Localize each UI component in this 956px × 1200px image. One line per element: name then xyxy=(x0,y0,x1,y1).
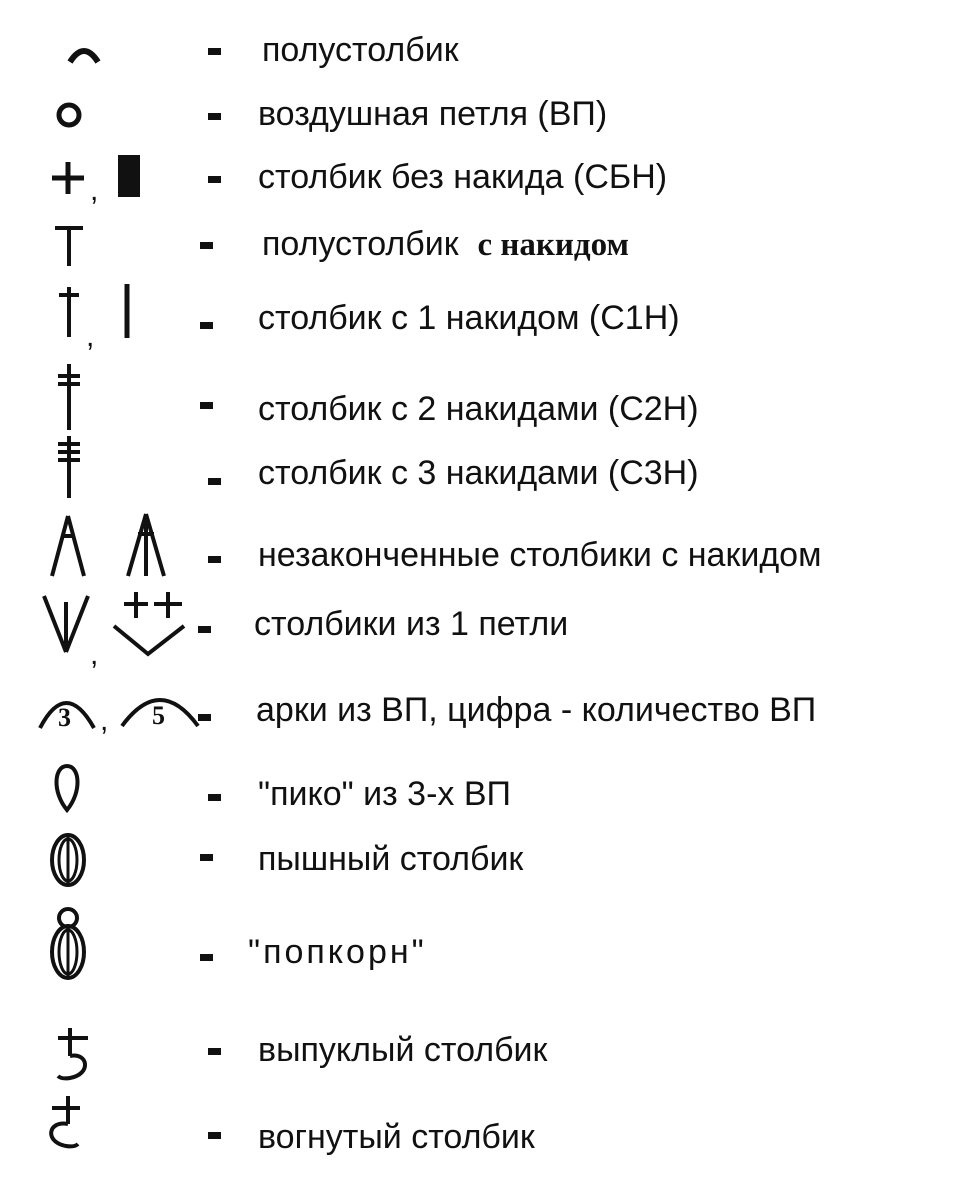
row-4-label-bold: с накидом xyxy=(477,227,629,263)
back-post-icon xyxy=(44,1094,84,1154)
dash-separator xyxy=(200,954,213,961)
chain-stitch-icon xyxy=(54,100,84,130)
dash-separator xyxy=(208,478,221,485)
picot-icon xyxy=(52,762,82,814)
arch-3-icon xyxy=(38,688,98,732)
treble-crochet-icon xyxy=(52,362,86,432)
row-12-label: пышный столбик xyxy=(258,840,524,878)
row-7-label: столбик с 3 накидами (С3Н) xyxy=(258,454,699,492)
dash-separator xyxy=(198,626,211,633)
half-double-crochet-t-icon xyxy=(52,224,86,268)
row-15-label: вогнутый столбик xyxy=(258,1118,535,1156)
row-5-label: столбик с 1 накидом (С1Н) xyxy=(258,299,680,337)
row-6-label: столбик с 2 накидами (С2Н) xyxy=(258,390,699,428)
row-11-label: "пико" из 3-х ВП xyxy=(258,775,511,813)
dash-separator xyxy=(208,556,221,563)
row-4-label xyxy=(262,224,629,265)
dash-separator xyxy=(208,1132,221,1139)
arch-5-number: 5 xyxy=(152,701,165,730)
row-10-label: арки из ВП, цифра - количество ВП xyxy=(256,691,817,729)
row-4-label-plain: полустолбик xyxy=(262,225,459,263)
row-1-label: полустолбик xyxy=(262,31,459,69)
row-13-label: "попкорн" xyxy=(248,933,427,971)
popcorn-stitch-icon xyxy=(48,906,88,982)
decrease-three-icon xyxy=(124,510,168,578)
comma-separator: , xyxy=(90,174,99,207)
dash-separator xyxy=(198,714,211,721)
front-post-icon xyxy=(54,1026,94,1082)
single-crochet-cross-icon xyxy=(48,158,88,198)
dash-separator xyxy=(208,1048,221,1055)
comma-separator: , xyxy=(86,320,95,353)
row-2-label: воздушная петля (ВП) xyxy=(258,95,608,133)
dash-separator xyxy=(208,48,221,55)
dash-separator xyxy=(208,794,221,801)
single-crochet-block-icon xyxy=(118,155,142,197)
half-double-crochet-icon xyxy=(64,40,104,66)
row-3-label: столбик без накида (СБН) xyxy=(258,158,668,196)
increase-plus-v-icon xyxy=(110,588,190,660)
double-treble-crochet-icon xyxy=(52,434,86,500)
decrease-two-icon xyxy=(48,512,88,578)
comma-separator: , xyxy=(90,638,99,671)
double-crochet-bar-icon xyxy=(122,282,132,340)
dash-separator xyxy=(200,402,213,409)
dash-separator xyxy=(208,176,221,183)
puff-stitch-icon xyxy=(48,830,88,888)
row-9-label: столбики из 1 петли xyxy=(254,605,569,643)
double-crochet-icon xyxy=(54,285,84,339)
row-8-label: незаконченные столбики с накидом xyxy=(258,536,822,574)
row-14-label: выпуклый столбик xyxy=(258,1031,548,1069)
dash-separator xyxy=(200,322,213,329)
arch-5-icon xyxy=(120,686,202,730)
dash-separator xyxy=(200,242,213,249)
increase-v-icon xyxy=(40,592,92,656)
dash-separator xyxy=(208,113,221,120)
dash-separator xyxy=(200,854,213,861)
arch-3-number: 3 xyxy=(58,703,71,732)
comma-separator: , xyxy=(100,704,109,737)
